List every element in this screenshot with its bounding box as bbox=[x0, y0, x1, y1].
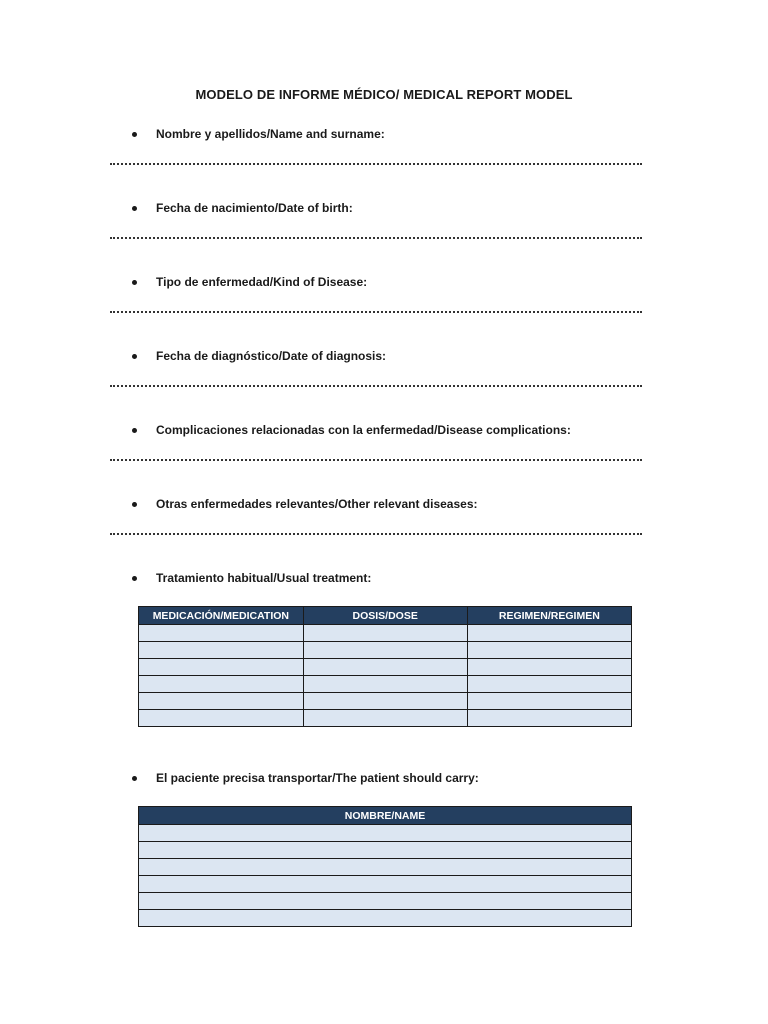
bullet-icon bbox=[132, 354, 137, 359]
bullet-icon bbox=[132, 280, 137, 285]
table-cell[interactable] bbox=[139, 676, 304, 693]
table-cell[interactable] bbox=[467, 642, 631, 659]
fill-line[interactable] bbox=[110, 533, 642, 535]
table-cell[interactable] bbox=[467, 710, 631, 727]
table-cell[interactable] bbox=[303, 659, 467, 676]
table-cell[interactable] bbox=[303, 625, 467, 642]
field-label: Otras enfermedades relevantes/Other relevant diseases: bbox=[156, 497, 478, 511]
table-cell[interactable] bbox=[139, 876, 632, 893]
table-row bbox=[139, 642, 632, 659]
table-row bbox=[139, 693, 632, 710]
bullet-icon bbox=[132, 132, 137, 137]
treatment-table bbox=[138, 606, 632, 727]
table-cell[interactable] bbox=[139, 910, 632, 927]
bullet-icon bbox=[132, 576, 137, 581]
table-cell[interactable] bbox=[139, 842, 632, 859]
table-cell[interactable] bbox=[467, 625, 631, 642]
column-header-medication: MEDICACIÓN/MEDICATION bbox=[139, 607, 304, 625]
table-row bbox=[139, 842, 632, 859]
field-date-of-diagnosis bbox=[110, 347, 642, 365]
table-cell[interactable] bbox=[139, 625, 304, 642]
bullet-icon bbox=[132, 428, 137, 433]
field-label: Tipo de enfermedad/Kind of Disease: bbox=[156, 275, 368, 289]
table-cell[interactable] bbox=[303, 710, 467, 727]
table-row bbox=[139, 876, 632, 893]
fill-line[interactable] bbox=[110, 311, 642, 313]
table-cell[interactable] bbox=[303, 642, 467, 659]
table-row bbox=[139, 859, 632, 876]
bullet-icon bbox=[132, 206, 137, 211]
field-disease-complications bbox=[110, 421, 642, 439]
field-name bbox=[110, 125, 642, 143]
table-row bbox=[139, 676, 632, 693]
table-cell[interactable] bbox=[139, 710, 304, 727]
table-cell[interactable] bbox=[139, 893, 632, 910]
table-cell[interactable] bbox=[303, 676, 467, 693]
table-row bbox=[139, 825, 632, 842]
table-row bbox=[139, 893, 632, 910]
field-label: Fecha de diagnóstico/Date of diagnosis: bbox=[156, 349, 387, 363]
fill-line[interactable] bbox=[110, 237, 642, 239]
field-label: Complicaciones relacionadas con la enfermedad/Disease complications: bbox=[156, 423, 571, 437]
table-cell[interactable] bbox=[303, 693, 467, 710]
bullet-icon bbox=[132, 776, 137, 781]
table-cell[interactable] bbox=[139, 825, 632, 842]
table-row bbox=[139, 659, 632, 676]
table-cell[interactable] bbox=[467, 676, 631, 693]
table-row bbox=[139, 710, 632, 727]
table-cell[interactable] bbox=[139, 693, 304, 710]
table-row bbox=[139, 625, 632, 642]
table-row bbox=[139, 910, 632, 927]
field-kind-of-disease bbox=[110, 273, 642, 291]
carry-label: El paciente precisa transportar/The patient should carry: bbox=[156, 771, 479, 785]
field-label: Fecha de nacimiento/Date of birth: bbox=[156, 201, 353, 215]
table-cell[interactable] bbox=[467, 693, 631, 710]
field-label: Nombre y apellidos/Name and surname: bbox=[156, 127, 385, 141]
fill-line[interactable] bbox=[110, 385, 642, 387]
column-header-regimen: REGIMEN/REGIMEN bbox=[467, 607, 631, 625]
table-cell[interactable] bbox=[139, 659, 304, 676]
fill-line[interactable] bbox=[110, 163, 642, 165]
treatment-section bbox=[110, 569, 642, 587]
column-header-dose: DOSIS/DOSE bbox=[303, 607, 467, 625]
treatment-label: Tratamiento habitual/Usual treatment: bbox=[156, 571, 372, 585]
carry-table bbox=[138, 806, 632, 927]
bullet-icon bbox=[132, 502, 137, 507]
table-cell[interactable] bbox=[139, 642, 304, 659]
document-title: MODELO DE INFORME MÉDICO/ MEDICAL REPORT MODEL bbox=[195, 87, 573, 102]
table-cell[interactable] bbox=[139, 859, 632, 876]
field-date-of-birth bbox=[110, 199, 642, 217]
field-other-diseases bbox=[110, 495, 642, 513]
table-cell[interactable] bbox=[467, 659, 631, 676]
fill-line[interactable] bbox=[110, 459, 642, 461]
carry-section bbox=[110, 769, 642, 787]
column-header-name: NOMBRE/NAME bbox=[139, 807, 632, 825]
